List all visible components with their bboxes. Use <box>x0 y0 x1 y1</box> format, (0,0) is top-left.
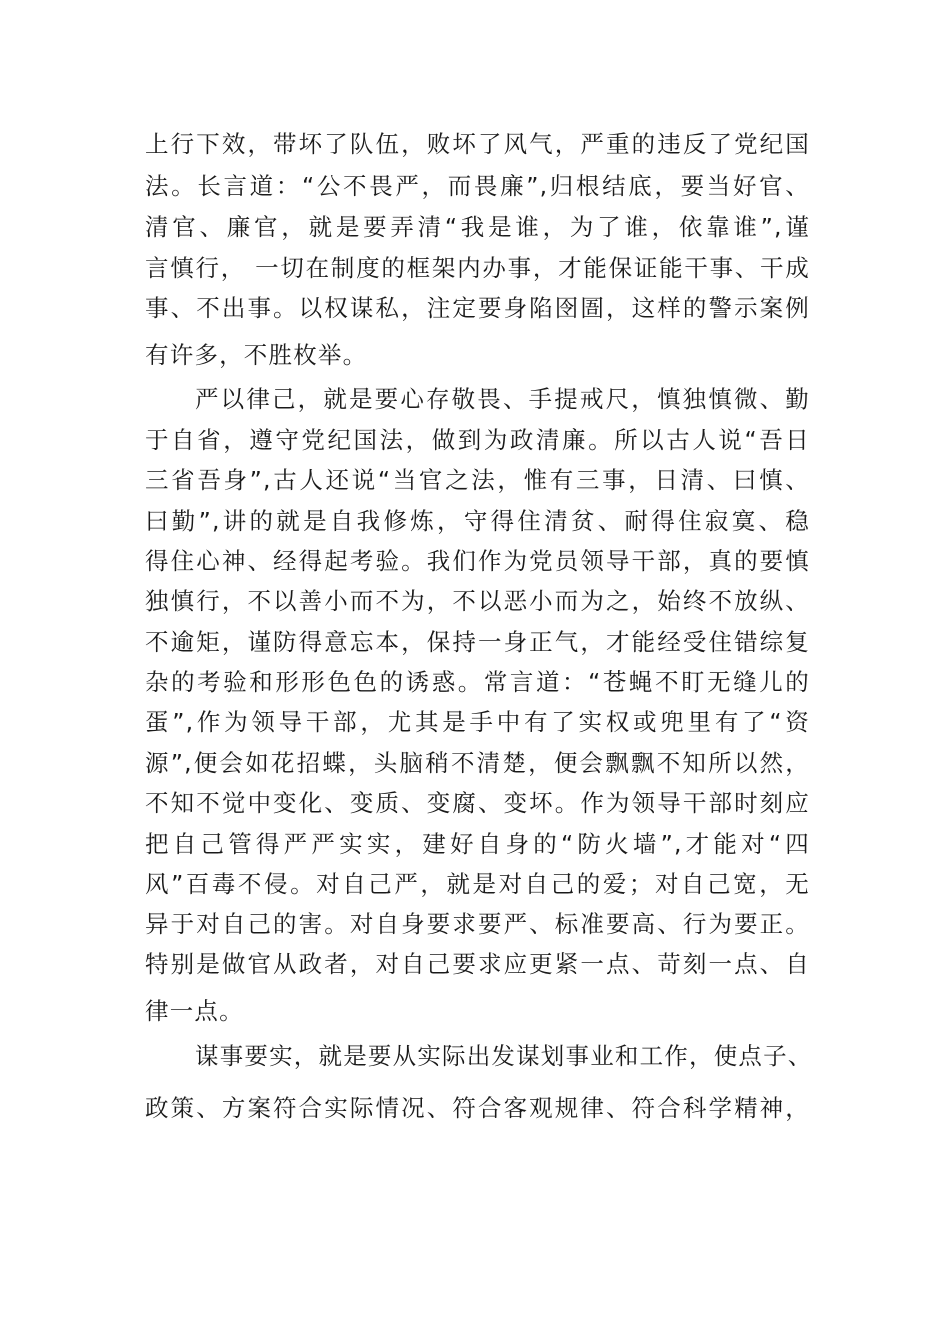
text-line: 法。长言道：“公不畏严，而畏廉”,归根结底，要当好官、 <box>145 172 810 200</box>
paragraph-first-line: 谋事要实，就是要从实际出发谋划事业和工作，使点子、 <box>195 1042 813 1070</box>
text-line: 异于对自己的害。对自身要求要严、标准要高、行为要正。 <box>145 910 810 938</box>
text-line: 杂的考验和形形色色的诱惑。常言道：“苍蝇不盯无缝儿的 <box>145 668 810 696</box>
text-line: 于自省，遵守党纪国法，做到为政清廉。所以古人说“吾日 <box>145 426 810 454</box>
text-line: 风”百毒不侵。对自己严，就是对自己的爱；对自己宽，无 <box>145 870 810 898</box>
text-line: 独慎行，不以善小而不为，不以恶小而为之，始终不放纵、 <box>145 587 810 615</box>
text-line: 把自己管得严严实实，建好自身的“防火墙”,才能对“四 <box>145 830 810 858</box>
text-line: 有许多，不胜枚举。 <box>145 341 368 369</box>
text-line: 律一点。 <box>145 997 244 1025</box>
text-line: 源”,便会如花招蝶，头脑稍不清楚，便会飘飘不知所以然， <box>145 749 810 777</box>
text-line: 得住心神、经得起考验。我们作为党员领导干部，真的要慎 <box>145 547 810 575</box>
text-line: 清官、廉官，就是要弄清“我是谁，为了谁，依靠谁”,谨 <box>145 213 810 241</box>
text-line: 曰勤”,讲的就是自我修炼，守得住清贫、耐得住寂寞、稳 <box>145 507 810 535</box>
text-line: 上行下效，带坏了队伍，败坏了风气，严重的违反了党纪国 <box>145 130 810 158</box>
text-line: 不逾矩，谨防得意忘本，保持一身正气，才能经受住错综复 <box>145 628 810 656</box>
text-line: 特别是做官从政者，对自己要求应更紧一点、苛刻一点、自 <box>145 950 810 978</box>
text-line: 不知不觉中变化、变质、变腐、变坏。作为领导干部时刻应 <box>145 789 810 817</box>
text-line: 政策、方案符合实际情况、符合客观规律、符合科学精神， <box>145 1094 810 1122</box>
text-line: 言慎行， 一切在制度的框架内办事，才能保证能干事、干成 <box>145 254 810 282</box>
text-line: 三省吾身”,古人还说“当官之法，惟有三事，日清、曰慎、 <box>145 466 810 494</box>
text-line: 事、不出事。以权谋私，注定要身陷囹圄，这样的警示案例 <box>145 294 810 322</box>
paragraph-first-line: 严以律己，就是要心存敬畏、手提戒尺，慎独慎微、勤 <box>195 385 810 413</box>
text-line: 蛋”,作为领导干部，尤其是手中有了实权或兜里有了“资 <box>145 708 810 736</box>
